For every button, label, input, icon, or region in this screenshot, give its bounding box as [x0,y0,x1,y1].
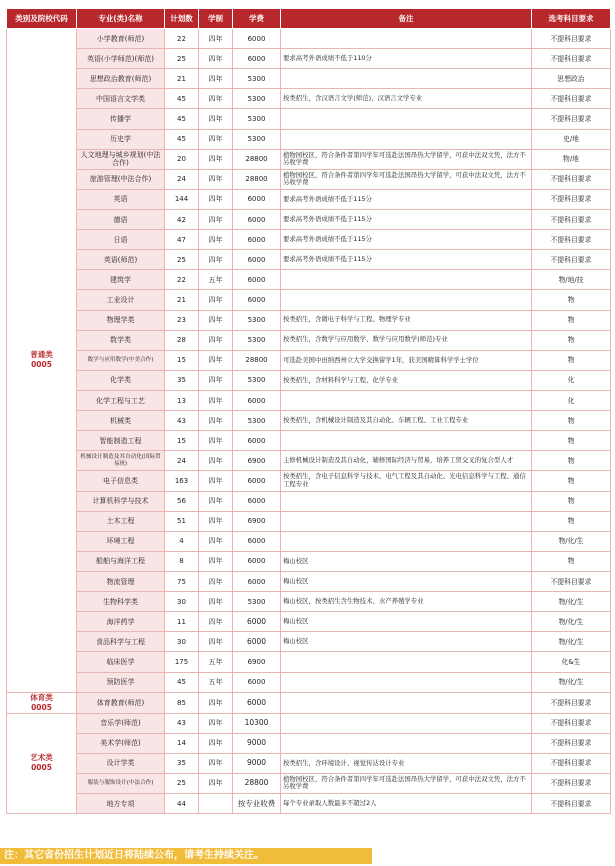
plan-cell: 28 [165,330,199,350]
plan-cell: 85 [165,692,199,713]
plan-cell: 14 [165,733,199,753]
fee-cell: 6000 [233,189,281,209]
note-cell [281,491,532,511]
note-cell: 可选赴美国中田纳西州立大学交换留学1年，获美国精算科学学士学位 [281,350,532,370]
major-cell: 建筑学 [77,270,165,290]
subject-cell: 不提科目要求 [532,250,611,270]
fee-cell: 5300 [233,411,281,431]
major-cell: 临床医学 [77,652,165,672]
plan-cell: 15 [165,350,199,370]
fee-cell: 6000 [233,571,281,591]
table-row [7,652,611,672]
years-cell: 四年 [199,431,233,451]
category-name: 体育类 [30,692,53,702]
table-row [7,230,611,250]
table-row [7,270,611,290]
note-cell [281,29,532,49]
years-cell [199,794,233,814]
note-cell [281,390,532,410]
plan-cell: 21 [165,290,199,310]
subject-cell: 物 [532,511,611,531]
note-cell [281,129,532,149]
major-cell: 工业设计 [77,290,165,310]
subject-cell: 史/地 [532,129,611,149]
note-cell [281,733,532,753]
major-cell: 智能制造工程 [77,431,165,451]
fee-cell: 6000 [233,431,281,451]
note-cell [281,270,532,290]
years-cell: 四年 [199,551,233,571]
years-cell: 五年 [199,270,233,290]
major-cell: 数学类 [77,330,165,350]
table-row [7,612,611,632]
table-row [7,692,611,713]
fee-cell: 6000 [233,390,281,410]
plan-cell: 30 [165,632,199,652]
category-name: 艺术类 [30,753,53,763]
subject-cell: 不提科目要求 [532,692,611,713]
fee-cell: 6000 [233,692,281,713]
header-fee: 学费 [233,9,281,29]
table-row [7,551,611,571]
fee-cell: 6900 [233,451,281,471]
years-cell: 四年 [199,753,233,773]
plan-cell: 44 [165,794,199,814]
major-cell: 中国语言文学类 [77,89,165,109]
major-cell: 船舶与海洋工程 [77,551,165,571]
fee-cell: 6000 [233,471,281,491]
years-cell: 四年 [199,632,233,652]
table-row [7,89,611,109]
note-cell [281,511,532,531]
fee-cell: 28800 [233,773,281,793]
subject-cell: 物 [532,350,611,370]
years-cell: 四年 [199,330,233,350]
years-cell: 四年 [199,451,233,471]
plan-cell: 30 [165,592,199,612]
note-cell: 按类招生，含电子信息科学与技术、电气工程及其自动化、光电信息科学与工程、通信工程专业 [281,471,532,491]
table-row [7,713,611,733]
table-row [7,632,611,652]
subject-cell: 不提科目要求 [532,29,611,49]
major-cell: 服装与服饰设计(中法合作) [77,773,165,793]
years-cell: 四年 [199,411,233,431]
major-cell: 海洋药学 [77,612,165,632]
subject-cell: 物 [532,471,611,491]
plan-cell: 22 [165,270,199,290]
years-cell: 四年 [199,129,233,149]
note-cell: 梅山校区 [281,612,532,632]
table-row [7,411,611,431]
note-cell [281,109,532,129]
plan-cell: 45 [165,129,199,149]
years-cell: 四年 [199,692,233,713]
note-cell: 要求高考外语成绩不低于115分 [281,189,532,209]
major-cell: 英语(师范) [77,250,165,270]
major-cell: 思想政治教育(师范) [77,69,165,89]
table-row [7,189,611,209]
years-cell: 四年 [199,471,233,491]
major-cell: 英语(小学师范)(师范) [77,49,165,69]
category-code: 0005 [31,702,52,712]
subject-cell: 物 [532,290,611,310]
fee-cell: 6900 [233,511,281,531]
plan-cell: 42 [165,209,199,229]
category-cell [7,692,77,713]
fee-cell: 6000 [233,49,281,69]
fee-cell: 28800 [233,169,281,189]
table-row [7,531,611,551]
years-cell: 四年 [199,230,233,250]
table-body [7,29,611,814]
note-cell: 要求高考外语成绩不低于115分 [281,230,532,250]
table-row [7,29,611,49]
years-cell: 四年 [199,571,233,591]
table-row [7,250,611,270]
years-cell: 四年 [199,773,233,793]
years-cell: 四年 [199,89,233,109]
subject-cell: 物 [532,431,611,451]
plan-cell: 25 [165,250,199,270]
years-cell: 五年 [199,672,233,692]
years-cell: 四年 [199,531,233,551]
plan-cell: 35 [165,753,199,773]
table-row [7,471,611,491]
major-cell: 机械设计制造及其自动化(国际贸易班) [77,451,165,471]
years-cell: 四年 [199,511,233,531]
major-cell: 地方专项 [77,794,165,814]
years-cell: 四年 [199,733,233,753]
major-cell: 预防医学 [77,672,165,692]
note-cell: 植物园校区，符合条件者第四学年可选赴法国昂热大学留学，可获中法双文凭，法方不另收学费 [281,149,532,169]
fee-cell: 5300 [233,330,281,350]
note-cell [281,692,532,713]
header-years: 学制 [199,9,233,29]
major-cell: 环境工程 [77,531,165,551]
table-row [7,49,611,69]
footer-notice: 注：其它省份招生计划近日将陆续公布，请考生持续关注。 [0,848,372,864]
fee-cell: 10300 [233,713,281,733]
table-row [7,571,611,591]
subject-cell: 不提科目要求 [532,733,611,753]
fee-cell: 9000 [233,753,281,773]
plan-cell: 8 [165,551,199,571]
major-cell: 音乐学(师范) [77,713,165,733]
plan-cell: 45 [165,109,199,129]
table-row [7,672,611,692]
subject-cell: 不提科目要求 [532,713,611,733]
fee-cell: 28800 [233,350,281,370]
table-row [7,290,611,310]
plan-cell: 35 [165,370,199,390]
plan-cell: 15 [165,431,199,451]
fee-cell: 9000 [233,733,281,753]
plan-cell: 24 [165,169,199,189]
table-row [7,109,611,129]
major-cell: 化学类 [77,370,165,390]
note-cell: 要求高考外语成绩不低于115分 [281,250,532,270]
note-cell [281,713,532,733]
major-cell: 英语 [77,189,165,209]
subject-cell: 物/地/技 [532,270,611,290]
subject-cell: 不提科目要求 [532,230,611,250]
years-cell: 四年 [199,310,233,330]
header-note: 备注 [281,9,532,29]
plan-cell: 20 [165,149,199,169]
plan-cell: 144 [165,189,199,209]
fee-cell: 5300 [233,109,281,129]
subject-cell: 物 [532,491,611,511]
subject-cell: 思想政治 [532,69,611,89]
subject-cell: 不提科目要求 [532,169,611,189]
major-cell: 体育教育(师范) [77,692,165,713]
fee-cell: 6000 [233,612,281,632]
major-cell: 人文地理与城乡规划(中法合作) [77,149,165,169]
plan-cell: 25 [165,773,199,793]
note-cell: 按类招生，含机械设计制造及其自动化、车辆工程、工业工程专业 [281,411,532,431]
plan-cell: 43 [165,713,199,733]
plan-cell: 21 [165,69,199,89]
header-category: 类别及院校代码 [7,9,77,29]
fee-cell: 6000 [233,270,281,290]
major-cell: 旅游管理(中法合作) [77,169,165,189]
major-cell: 设计学类 [77,753,165,773]
header-plan: 计划数 [165,9,199,29]
major-cell: 传播学 [77,109,165,129]
plan-cell: 13 [165,390,199,410]
subject-cell: 物/地 [532,149,611,169]
plan-cell: 56 [165,491,199,511]
major-cell: 生物科学类 [77,592,165,612]
fee-cell: 6000 [233,230,281,250]
note-cell: 梅山校区 [281,551,532,571]
table-row [7,209,611,229]
note-cell: 要求高考外语成绩不低于110分 [281,49,532,69]
plan-cell: 23 [165,310,199,330]
table-row [7,350,611,370]
fee-cell: 5300 [233,89,281,109]
note-cell [281,652,532,672]
fee-cell: 5300 [233,592,281,612]
years-cell: 四年 [199,209,233,229]
plan-cell: 47 [165,230,199,250]
category-code: 0005 [31,360,52,370]
note-cell: 要求高考外语成绩不低于115分 [281,209,532,229]
years-cell: 四年 [199,612,233,632]
subject-cell: 物 [532,411,611,431]
subject-cell: 物/化/生 [532,612,611,632]
years-cell: 四年 [199,189,233,209]
years-cell: 四年 [199,713,233,733]
note-cell: 按类招生，含材料科学与工程、化学专业 [281,370,532,390]
plan-cell: 51 [165,511,199,531]
fee-cell: 按专业收费 [233,794,281,814]
fee-cell: 5300 [233,310,281,330]
major-cell: 食品科学与工程 [77,632,165,652]
years-cell: 四年 [199,109,233,129]
table-row [7,733,611,753]
category-name: 普通类 [30,350,53,360]
major-cell: 物理学类 [77,310,165,330]
fee-cell: 5300 [233,69,281,89]
note-cell [281,431,532,451]
subject-cell: 不提科目要求 [532,209,611,229]
years-cell: 四年 [199,29,233,49]
table-row [7,129,611,149]
table-row [7,753,611,773]
table-row [7,169,611,189]
category-code: 0005 [31,763,52,773]
years-cell: 四年 [199,69,233,89]
fee-cell: 28800 [233,149,281,169]
major-cell: 物流管理 [77,571,165,591]
subject-cell: 物 [532,451,611,471]
years-cell: 四年 [199,149,233,169]
table-row [7,69,611,89]
table-row [7,794,611,814]
plan-cell: 45 [165,89,199,109]
subject-cell: 物/化/生 [532,531,611,551]
subject-cell: 化 [532,390,611,410]
plan-cell: 163 [165,471,199,491]
major-cell: 历史学 [77,129,165,149]
fee-cell: 6000 [233,29,281,49]
years-cell: 四年 [199,290,233,310]
subject-cell: 物/化/生 [532,592,611,612]
fee-cell: 6000 [233,672,281,692]
plan-cell: 22 [165,29,199,49]
header-major: 专业(类)名称 [77,9,165,29]
header-subject: 选考科目要求 [532,9,611,29]
major-cell: 化学工程与工艺 [77,390,165,410]
major-cell: 日语 [77,230,165,250]
table-row [7,149,611,169]
table-row [7,451,611,471]
plan-cell: 24 [165,451,199,471]
years-cell: 四年 [199,169,233,189]
table-header-row [7,9,611,29]
note-cell: 每个专业录取人数最多不超过2人 [281,794,532,814]
subject-cell: 不提科目要求 [532,49,611,69]
subject-cell: 化 [532,370,611,390]
note-cell: 梅山校区 [281,632,532,652]
fee-cell: 6000 [233,209,281,229]
years-cell: 五年 [199,652,233,672]
table-row [7,491,611,511]
table-row [7,511,611,531]
subject-cell: 不提科目要求 [532,109,611,129]
plan-cell: 25 [165,49,199,69]
plan-cell: 175 [165,652,199,672]
years-cell: 四年 [199,390,233,410]
plan-cell: 4 [165,531,199,551]
fee-cell: 6000 [233,290,281,310]
subject-cell: 化&生 [532,652,611,672]
note-cell: 主修机械设计制造及其自动化，辅修国际经济与贸易，培养工贸交叉的复合型人才 [281,451,532,471]
fee-cell: 6000 [233,250,281,270]
table-row [7,330,611,350]
fee-cell: 5300 [233,370,281,390]
subject-cell: 不提科目要求 [532,571,611,591]
major-cell: 小学教育(师范) [77,29,165,49]
years-cell: 四年 [199,370,233,390]
subject-cell: 物/化/生 [532,632,611,652]
plan-cell: 43 [165,411,199,431]
note-cell: 按类招生，含汉语言文学(师范)、汉语言文学专业 [281,89,532,109]
note-cell: 梅山校区 [281,571,532,591]
major-cell: 计算机科学与技术 [77,491,165,511]
note-cell: 植物园校区，符合条件者第四学年可选赴法国昂热大学留学，可获中法双文凭，法方不另收学费 [281,773,532,793]
major-cell: 美术学(师范) [77,733,165,753]
major-cell: 德语 [77,209,165,229]
category-cell [7,713,77,814]
fee-cell: 5300 [233,129,281,149]
fee-cell: 6900 [233,652,281,672]
subject-cell: 物 [532,551,611,571]
subject-cell: 不提科目要求 [532,89,611,109]
fee-cell: 6000 [233,531,281,551]
category-cell [7,29,77,693]
subject-cell: 不提科目要求 [532,753,611,773]
table-row [7,370,611,390]
note-cell [281,531,532,551]
admission-plan-table [6,8,611,814]
subject-cell: 不提科目要求 [532,773,611,793]
table-row [7,390,611,410]
fee-cell: 6000 [233,632,281,652]
table-row [7,431,611,451]
years-cell: 四年 [199,491,233,511]
subject-cell: 物 [532,310,611,330]
note-cell: 按类招生，含环境设计、视觉传达设计专业 [281,753,532,773]
years-cell: 四年 [199,49,233,69]
note-cell: 植物园校区，符合条件者第四学年可选赴法国昂热大学留学，可获中法双文凭，法方不另收学费 [281,169,532,189]
note-cell [281,69,532,89]
note-cell [281,290,532,310]
plan-cell: 45 [165,672,199,692]
note-cell: 按类招生，含数学与应用数学、数学与应用数学(师范)专业 [281,330,532,350]
plan-cell: 75 [165,571,199,591]
table-row [7,773,611,793]
years-cell: 四年 [199,250,233,270]
major-cell: 土木工程 [77,511,165,531]
table-row [7,310,611,330]
subject-cell: 物/化/生 [532,672,611,692]
fee-cell: 6000 [233,551,281,571]
note-cell: 按类招生，含微电子科学与工程、物理学专业 [281,310,532,330]
note-cell: 梅山校区，按类招生含生物技术、水产养殖学专业 [281,592,532,612]
plan-cell: 11 [165,612,199,632]
fee-cell: 6000 [233,491,281,511]
major-cell: 机械类 [77,411,165,431]
years-cell: 四年 [199,350,233,370]
table-row [7,592,611,612]
admission-plan-table-container [6,8,610,814]
subject-cell: 不提科目要求 [532,794,611,814]
subject-cell: 物 [532,330,611,350]
major-cell: 电子信息类 [77,471,165,491]
major-cell: 数学与应用数学(中美合作) [77,350,165,370]
note-cell [281,672,532,692]
subject-cell: 不提科目要求 [532,189,611,209]
years-cell: 四年 [199,592,233,612]
